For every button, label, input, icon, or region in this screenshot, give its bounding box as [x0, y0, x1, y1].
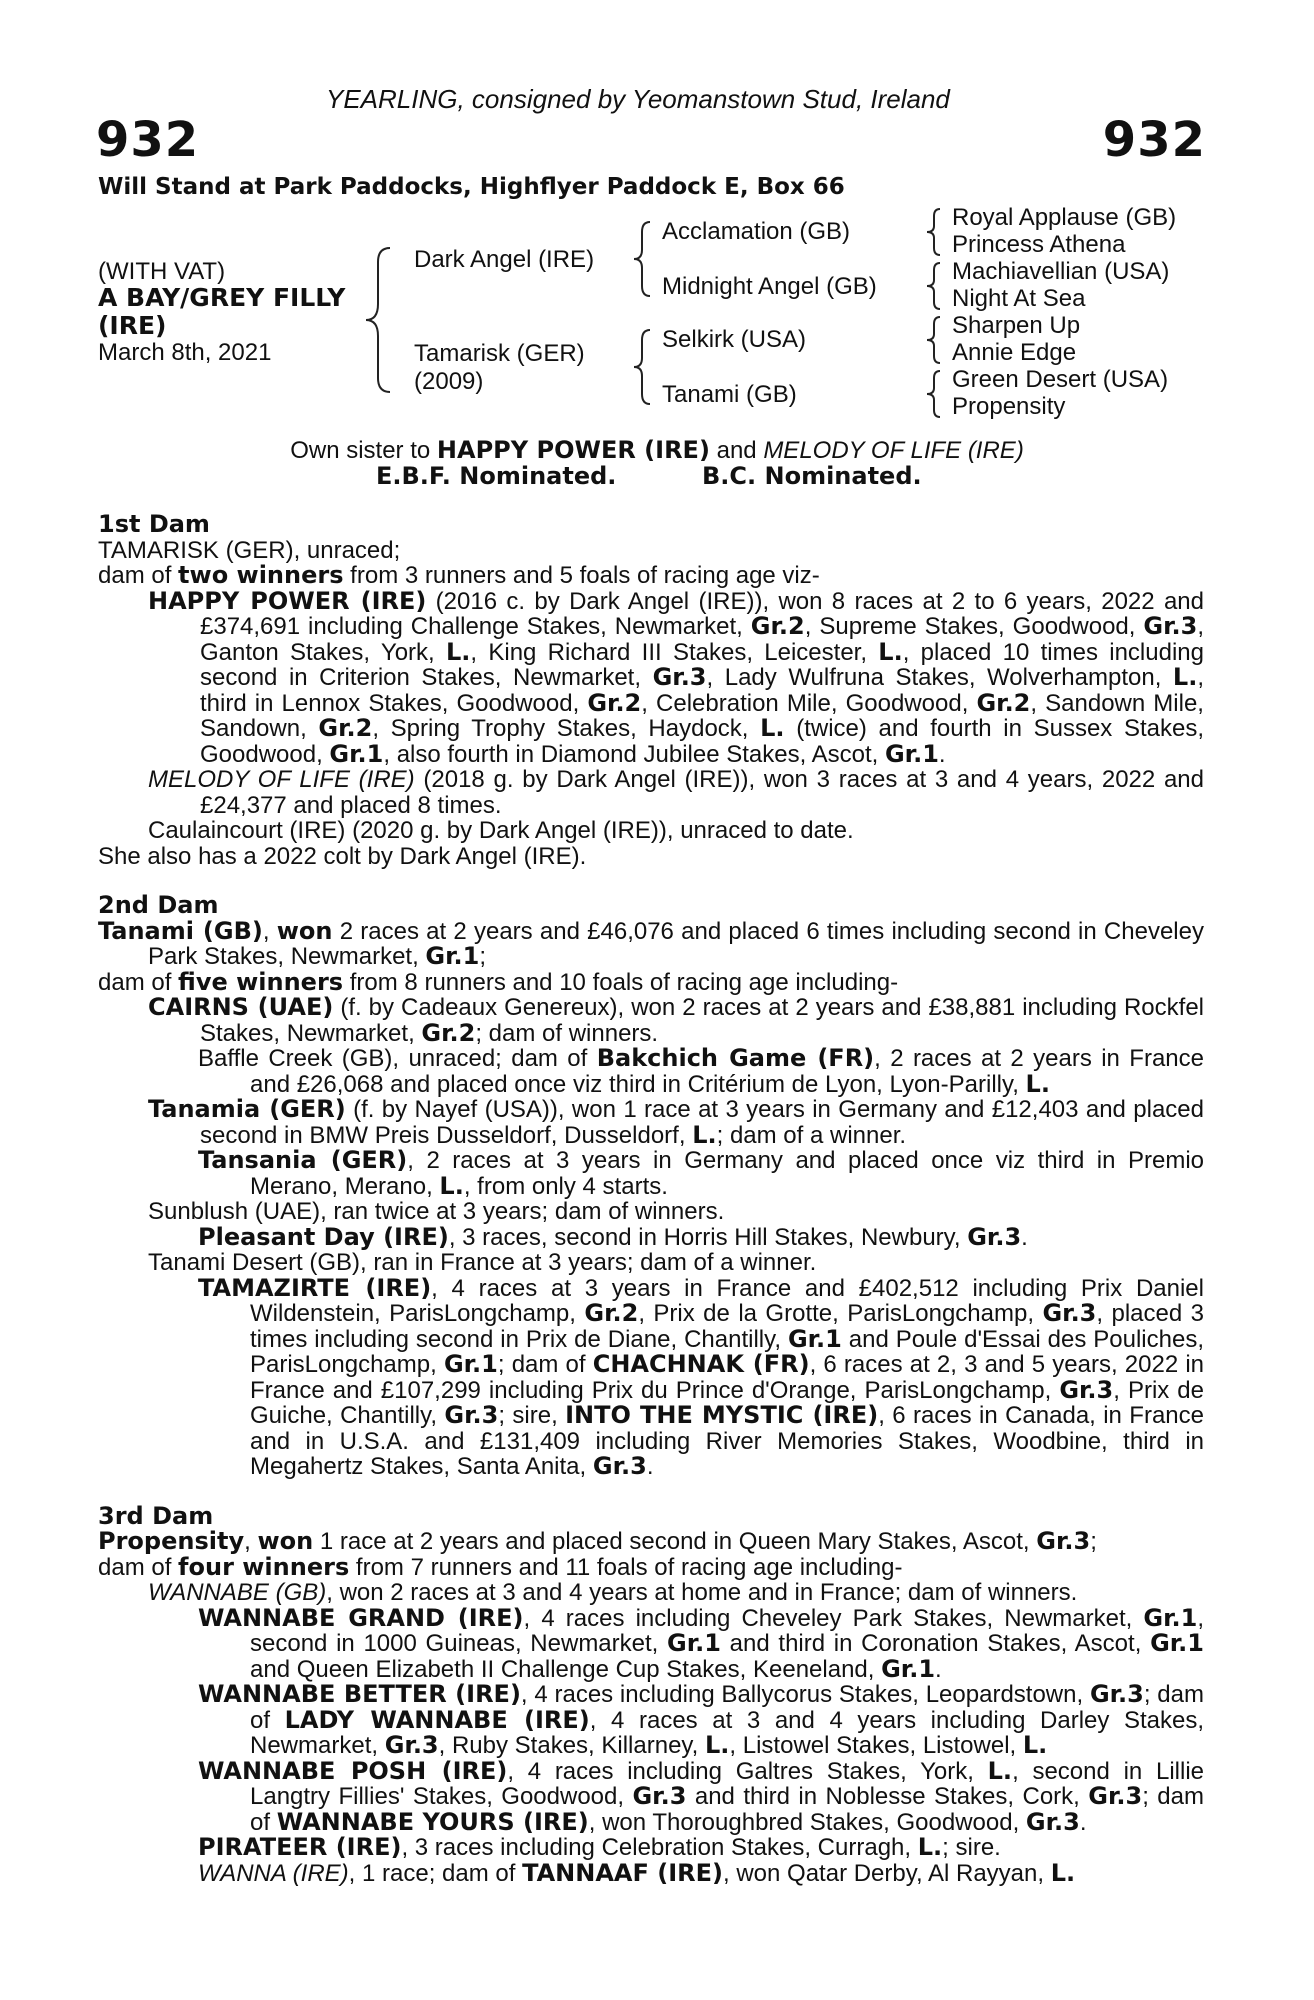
dam: Tamarisk (GER): [414, 340, 585, 367]
sd-dam: Night At Sea: [952, 285, 1086, 312]
pedigree-brace-sd: [922, 260, 948, 312]
entry-caulaincourt: Caulaincourt (IRE) (2020 g. by Dark Angel (IRE)), unraced to date.: [148, 817, 854, 844]
entry-baffle-creek: Baffle Creek (GB), unraced; dam of Bakchich Game (FR), 2 races at 2 years in France and £26,068 and placed once viz third in Critérium de Lyon, Lyon-Parilly, L.: [198, 1044, 1204, 1098]
pedigree-brace-dd: [922, 368, 948, 420]
entry-wannabe-better: WANNABE BETTER (IRE), 4 races including Ballycorus Stakes, Leopardstown, Gr.3; dam of LADY WANNABE (IRE), 4 races at 3 and 4 years including Darley Stakes, Newmarket, Gr.3, Ruby Stakes, Killarney, L., Listowel Stakes, Listowel, L.: [198, 1680, 1205, 1759]
pedigree-brace-sire: [628, 218, 658, 300]
entry-happy-power: HAPPY POWER (IRE) (2016 c. by Dark Angel (IRE)), won 8 races at 2 to 6 years, 2022 and £374,691 including Challenge Stakes, Newmarket, Gr.2, Supreme Stakes, Goodwood, Gr.3, Ganton Stakes, York, L., King Richard III Stakes, Leicester, L., placed 10 times including second in Criterion Stakes, Newmarket, Gr.3, Lady Wulfruna Stakes, Wolverhampton, L., third in Lennox Stakes, Goodwood, Gr.2, Celebration Mile, Goodwood, Gr.2, Sandown Mile, Sandown, Gr.2, Spring Trophy Stakes, Haydock, L. (twice) and fourth in Sussex Stakes, Goodwood, Gr.1, also fourth in Diamond Jubilee Stakes, Ascot, Gr.1.: [148, 586, 1205, 768]
horse-title-line2: (IRE): [98, 311, 167, 340]
dam-year: (2009): [414, 368, 484, 395]
sd-sire: Machiavellian (USA): [952, 258, 1170, 285]
dam-sire: Selkirk (USA): [662, 326, 807, 353]
ss-sire: Royal Applause (GB): [952, 204, 1177, 231]
sire-dam: Midnight Angel (GB): [662, 273, 877, 300]
entry-pirateer: PIRATEER (IRE), 3 races including Celebration Stakes, Curragh, L.; sire.: [198, 1833, 1001, 1861]
ss-dam: Princess Athena: [952, 231, 1126, 258]
produce-record: [98, 512, 1204, 1886]
dam-dam: Tanami (GB): [662, 381, 797, 408]
second-dam-record: Tanami (GB), won 2 races at 2 years and £46,076 and placed 6 times including second in Cheveley Park Stakes, Newmarket, Gr.1;: [98, 916, 1204, 970]
entry-pleasant-day: Pleasant Day (IRE), 3 races, second in Horris Hill Stakes, Newbury, Gr.3.: [198, 1222, 1028, 1251]
third-dam-heading: 3rd Dam: [98, 1501, 214, 1530]
entry-tamazirte: TAMAZIRTE (IRE), 4 races at 3 years in France and £402,512 including Prix Daniel Wildenstein, ParisLongchamp, Gr.2, Prix de la Grotte, ParisLongchamp, Gr.3, placed 3 times including second in Prix de Diane, Chantilly, Gr.1 and Poule d'Essai des Pouliches, ParisLongchamp, Gr.1; dam of CHACHNAK (FR), 6 races at 2, 3 and 5 years, 2022 in France and £107,299 including Prix du Prince d'Orange, ParisLongchamp, Gr.3, Prix de Guiche, Chantilly, Gr.3; sire, INTO THE MYSTIC (IRE), 6 races in Canada, in France and in U.S.A. and £131,409 including River Memories Stakes, Woodbine, third in Megahertz Stakes, Santa Anita, Gr.3.: [198, 1273, 1205, 1480]
third-dam-record: Propensity, won 1 race at 2 years and placed second in Queen Mary Stakes, Ascot, Gr.3;: [98, 1527, 1097, 1555]
entry-tanamia: Tanamia (GER) (f. by Nayef (USA)), won 1 race at 3 years in Germany and £12,403 and placed second in BMW Preis Dusseldorf, Dusseldorf, L.; dam of a winner.: [148, 1095, 1204, 1149]
sire: Dark Angel (IRE): [414, 246, 595, 273]
pedigree-brace-dam: [628, 326, 658, 408]
entry-wannabe-posh: WANNABE POSH (IRE), 4 races including Galtres Stakes, York, L., second in Lillie Langtry Fillies' Stakes, Goodwood, Gr.3 and third in Noblesse Stakes, Cork, Gr.3; dam of WANNABE YOURS (IRE), won Thoroughbred Stakes, Goodwood, Gr.3.: [198, 1756, 1205, 1836]
entry-sunblush: Sunblush (UAE), ran twice at 3 years; dam of winners.: [148, 1198, 725, 1225]
entry-wannabe: WANNABE (GB), won 2 races at 3 and 4 years at home and in France; dam of winners.: [148, 1579, 1078, 1606]
dd-dam: Propensity: [952, 393, 1066, 420]
first-dam-name: TAMARISK (GER), unraced;: [98, 536, 401, 564]
ds-dam: Annie Edge: [952, 339, 1077, 366]
sire-sire: Acclamation (GB): [662, 218, 851, 245]
entry-wannabe-grand: WANNABE GRAND (IRE), 4 races including Cheveley Park Stakes, Newmarket, Gr.1, second in 1000 Guineas, Newmarket, Gr.1 and third in Coronation Stakes, Ascot, Gr.1 and Queen Elizabeth II Challenge Cup Stakes, Keeneland, Gr.1.: [198, 1603, 1205, 1683]
pedigree-brace-ds: [922, 314, 948, 366]
dd-sire: Green Desert (USA): [952, 366, 1169, 393]
horse-title-line1: A BAY/GREY FILLY: [98, 283, 346, 312]
second-dam-heading: 2nd Dam: [98, 891, 219, 919]
lot-number-left: 932: [96, 112, 200, 168]
third-dam-summary: dam of four winners from 7 runners and 11 foals of racing age including-: [98, 1552, 903, 1581]
pedigree-brace-main: [360, 240, 400, 400]
first-dam-also: She also has a 2022 colt by Dark Angel (IRE).: [98, 842, 587, 870]
own-sister-line: Own sister to HAPPY POWER (IRE) and MELODY OF LIFE (IRE): [290, 436, 1024, 464]
lot-number-right: 932: [1102, 112, 1206, 168]
nomination-bc: B.C. Nominated.: [702, 462, 922, 490]
vat-note: (WITH VAT): [98, 258, 226, 285]
entry-wanna: WANNA (IRE), 1 race; dam of TANNAAF (IRE), won Qatar Derby, Al Rayyan, L.: [198, 1858, 1076, 1887]
foaling-date: March 8th, 2021: [98, 339, 272, 366]
first-dam-summary: dam of two winners from 3 runners and 5 foals of racing age viz-: [98, 561, 820, 589]
second-dam-summary: dam of five winners from 8 runners and 10 foals of racing age including-: [98, 967, 899, 996]
entry-tansania: Tansania (GER), 2 races at 3 years in Germany and placed once viz third in Premio Merano, Merano, L., from only 4 starts.: [198, 1146, 1204, 1200]
entry-tanami-desert: Tanami Desert (GB), ran in France at 3 years; dam of a winner.: [148, 1249, 817, 1276]
pedigree-brace-ss: [922, 206, 948, 258]
stand-location: Will Stand at Park Paddocks, Highflyer Paddock E, Box 66: [98, 174, 845, 200]
first-dam-heading: 1st Dam: [98, 510, 210, 538]
nomination-ebf: E.B.F. Nominated.: [376, 462, 617, 490]
ds-sire: Sharpen Up: [952, 312, 1081, 339]
entry-cairns: CAIRNS (UAE) (f. by Cadeaux Genereux), won 2 races at 2 years and £38,881 including Rockfel Stakes, Newmarket, Gr.2; dam of winners.: [148, 993, 1204, 1047]
entry-melody-of-life: MELODY OF LIFE (IRE) (2018 g. by Dark Angel (IRE)), won 3 races at 3 and 4 years, 2022 and £24,377 and placed 8 times.: [148, 766, 1205, 819]
consignment-line: YEARLING, consigned by Yeomanstown Stud, Ireland: [326, 84, 950, 114]
